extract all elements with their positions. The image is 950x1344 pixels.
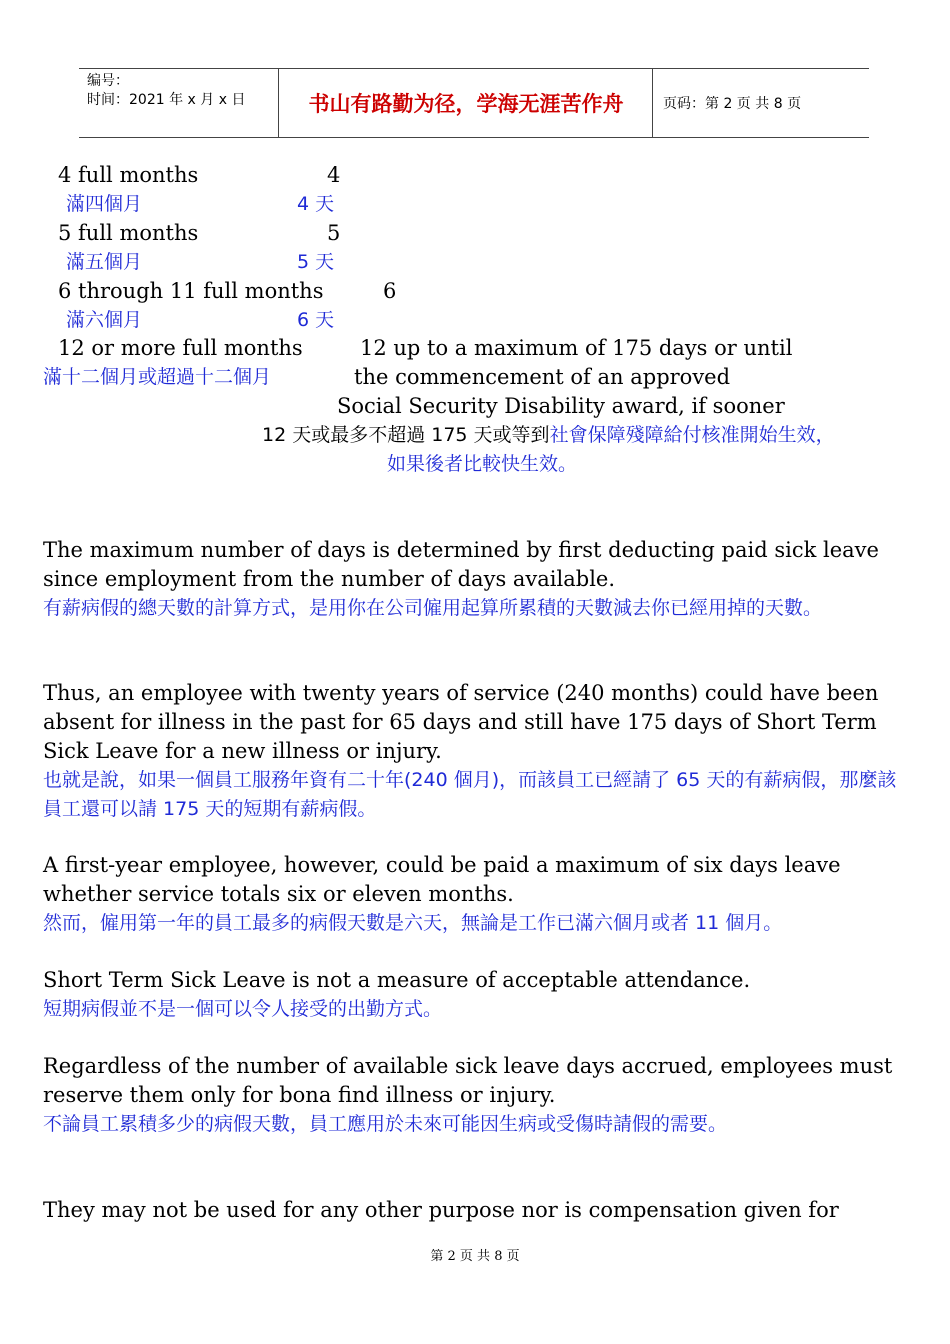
header-motto: 书山有路勤为径，学海无涯苦作舟 bbox=[280, 69, 653, 137]
paragraph-reserve bbox=[43, 1052, 913, 1139]
schedule-row-5-cn: 滿五個月 bbox=[66, 251, 143, 273]
page-header bbox=[79, 68, 869, 138]
schedule-row-12-cn-blue: 社會保障殘障給付核准開始生效， bbox=[549, 424, 835, 446]
header-page-label: 页码：第 2 页 共 8 页 bbox=[663, 96, 802, 112]
schedule-row-12-cn-black: 12 天或最多不超過 175 天或等到 bbox=[262, 424, 550, 446]
paragraph-first-year bbox=[43, 851, 913, 938]
paragraph-cn: 不論員工累積多少的病假天數，員工應用於未來可能因生病或受傷時請假的需要。 bbox=[43, 1113, 728, 1135]
schedule-row-5-cn-value: 5 天 bbox=[297, 251, 335, 273]
paragraph-cn: 短期病假並不是一個可以令人接受的出勤方式。 bbox=[43, 998, 443, 1020]
paragraph-en: The maximum number of days is determined by first deducting paid sick leave since employment from the number of days available. bbox=[43, 538, 879, 591]
paragraph-no-other-purpose bbox=[43, 1196, 913, 1225]
header-meta bbox=[79, 69, 279, 137]
schedule-row-4-cn-value: 4 天 bbox=[297, 193, 335, 215]
paragraph-max-days bbox=[43, 536, 913, 623]
schedule-row-12-cn: 滿十二個月或超過十二個月 bbox=[43, 366, 272, 388]
schedule-row-6-cn: 滿六個月 bbox=[66, 309, 143, 331]
header-number-label: 编号： bbox=[87, 73, 129, 89]
schedule-row-5-value: 5 bbox=[327, 221, 341, 245]
paragraph-en: A first-year employee, however, could be paid a maximum of six days leave whether service totals six or eleven months. bbox=[43, 853, 841, 906]
schedule-row-12-en: 12 or more full months bbox=[58, 336, 303, 360]
schedule-row-12-value-line3: Social Security Disability award, if sooner bbox=[337, 394, 785, 418]
schedule-row-12-cn-value bbox=[262, 421, 835, 450]
schedule-row-6-value: 6 bbox=[383, 279, 397, 303]
schedule-row-4-en: 4 full months bbox=[58, 163, 199, 187]
paragraph-en: Regardless of the number of available sick leave days accrued, employees must reserve them only for bona find illness or injury. bbox=[43, 1054, 893, 1107]
page-footer: 第 2 页 共 8 页 bbox=[430, 1249, 520, 1264]
paragraph-en: Thus, an employee with twenty years of service (240 months) could have been absent for illness in the past for 65 days and still have 175 days of Short Term Sick Leave for a new illness or injury. bbox=[43, 681, 879, 763]
header-time-label: 时间：2021 年 x 月 x 日 bbox=[87, 92, 246, 108]
paragraph-cn: 也就是說，如果一個員工服務年資有二十年(240 個月)，而該員工已經請了 65 天的有薪病假，那麼該員工還可以請 175 天的短期有薪病假。 bbox=[43, 769, 897, 820]
schedule-row-4-value: 4 bbox=[327, 163, 341, 187]
schedule-row-6-en: 6 through 11 full months bbox=[58, 279, 324, 303]
paragraph-example bbox=[43, 679, 913, 824]
schedule-row-4-cn: 滿四個月 bbox=[66, 193, 143, 215]
schedule-row-6-cn-value: 6 天 bbox=[297, 309, 335, 331]
paragraph-en: They may not be used for any other purpose nor is compensation given for bbox=[43, 1198, 839, 1222]
paragraph-cn: 然而，僱用第一年的員工最多的病假天數是六天，無論是工作已滿六個月或者 11 個月。 bbox=[43, 912, 783, 934]
schedule-row-12-cn-value-line2: 如果後者比較快生效。 bbox=[387, 453, 578, 475]
schedule-row-5-en: 5 full months bbox=[58, 221, 199, 245]
paragraph-cn: 有薪病假的總天數的計算方式，是用你在公司僱用起算所累積的天數減去你已經用掉的天數。 bbox=[43, 597, 823, 619]
paragraph-attendance bbox=[43, 966, 913, 1024]
paragraph-en: Short Term Sick Leave is not a measure of acceptable attendance. bbox=[43, 968, 751, 992]
schedule-row-12-value-line2: the commencement of an approved bbox=[354, 365, 731, 389]
schedule-row-12-value-line1: 12 up to a maximum of 175 days or until bbox=[360, 336, 793, 360]
